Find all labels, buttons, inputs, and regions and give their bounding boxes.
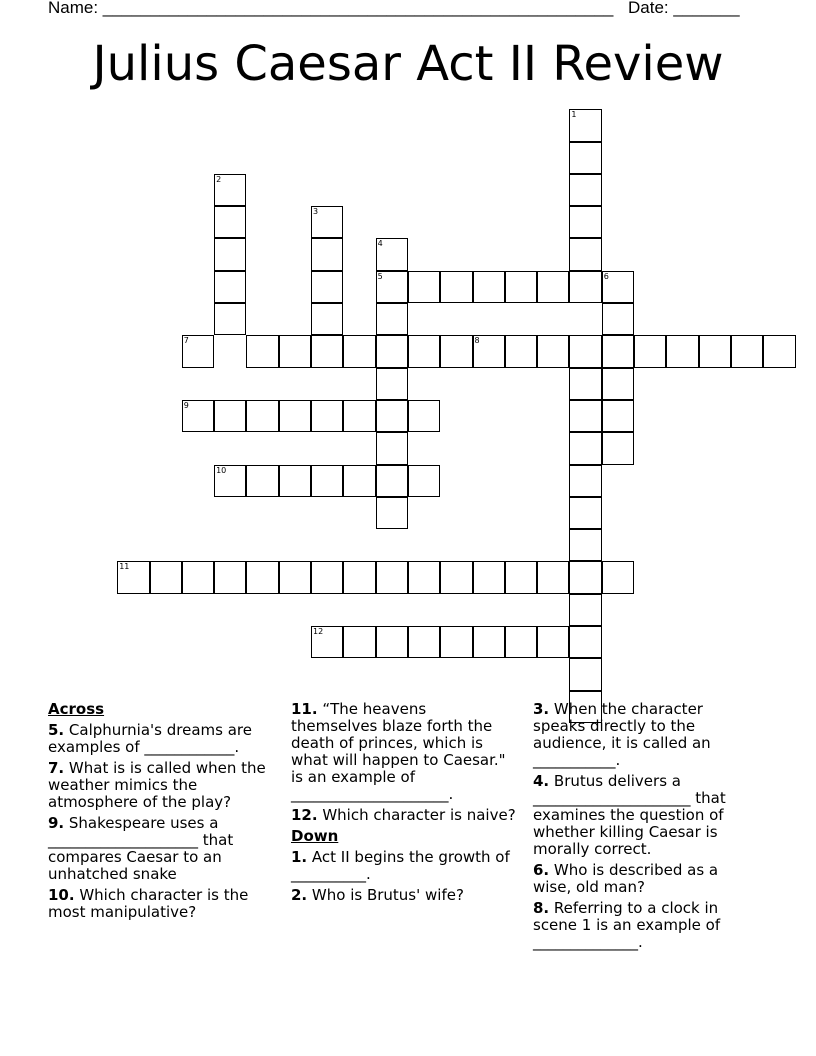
clue-down-8 (533, 900, 759, 951)
grid-cell[interactable] (537, 335, 569, 367)
clue-number-label: 8 (474, 336, 480, 346)
grid-cell[interactable] (602, 303, 634, 335)
grid-cell[interactable] (246, 400, 278, 432)
clue-across-11 (291, 701, 517, 803)
page-title: Julius Caesar Act II Review (92, 36, 724, 92)
grid-cell[interactable] (569, 368, 601, 400)
name-field[interactable]: Name: ______________________________________________________ (48, 0, 614, 17)
grid-cell[interactable] (602, 432, 634, 464)
clue-number: 10. (48, 886, 75, 904)
clue-down-4 (533, 773, 759, 858)
grid-cell[interactable] (763, 335, 795, 367)
grid-cell[interactable] (376, 271, 408, 303)
grid-cell[interactable] (246, 561, 278, 593)
grid-cell[interactable] (569, 400, 601, 432)
grid-cell[interactable] (505, 271, 537, 303)
grid-cell[interactable] (311, 238, 343, 270)
grid-cell[interactable] (473, 335, 505, 367)
grid-cell[interactable] (246, 465, 278, 497)
grid-cell[interactable] (602, 271, 634, 303)
grid-cell[interactable] (343, 335, 375, 367)
clue-number-label: 11 (119, 562, 130, 572)
grid-cell[interactable] (699, 335, 731, 367)
clue-number-label: 1 (571, 110, 577, 120)
clue-number: 1. (291, 848, 308, 866)
clue-text: Act II begins the growth of __________. (291, 848, 510, 883)
grid-cell[interactable] (537, 271, 569, 303)
clue-text: Which character is the most manipulative? (48, 886, 249, 921)
grid-cell[interactable] (376, 335, 408, 367)
grid-cell[interactable] (569, 497, 601, 529)
grid-cell[interactable] (182, 335, 214, 367)
grid-cell[interactable] (537, 626, 569, 658)
clue-across-12 (291, 807, 517, 824)
grid-cell[interactable] (279, 400, 311, 432)
grid-cell[interactable] (311, 335, 343, 367)
grid-cell[interactable] (408, 400, 440, 432)
clue-number: 4. (533, 772, 550, 790)
grid-cell[interactable] (569, 561, 601, 593)
grid-cell[interactable] (311, 561, 343, 593)
clue-text: Who is Brutus' wife? (307, 886, 464, 904)
grid-cell[interactable] (182, 561, 214, 593)
grid-cell[interactable] (311, 465, 343, 497)
clue-number: 8. (533, 899, 550, 917)
clue-number: 12. (291, 806, 318, 824)
clue-text: Calphurnia's dreams are examples of ____________. (48, 721, 252, 756)
grid-cell[interactable] (311, 303, 343, 335)
grid-cell[interactable] (440, 271, 472, 303)
clue-number-label: 10 (216, 465, 227, 475)
clue-number-label: 6 (603, 271, 609, 281)
grid-cell[interactable] (376, 561, 408, 593)
grid-cell[interactable] (311, 400, 343, 432)
grid-cell[interactable] (473, 561, 505, 593)
grid-cell[interactable] (279, 335, 311, 367)
grid-cell[interactable] (376, 432, 408, 464)
clue-text: What is is called when the weather mimics the atmosphere of the play? (48, 759, 266, 811)
grid-cell[interactable] (634, 335, 666, 367)
grid-cell[interactable] (569, 238, 601, 270)
grid-cell[interactable] (214, 206, 246, 238)
clue-number-label: 4 (377, 239, 383, 249)
clue-number: 6. (533, 861, 550, 879)
grid-cell[interactable] (505, 335, 537, 367)
grid-cell[interactable] (376, 238, 408, 270)
grid-cell[interactable] (440, 561, 472, 593)
grid-cell[interactable] (473, 626, 505, 658)
clues-column-1 (48, 701, 274, 925)
clue-number: 9. (48, 814, 65, 832)
grid-cell[interactable] (376, 303, 408, 335)
clue-down-6 (533, 862, 759, 896)
grid-cell[interactable] (602, 335, 634, 367)
grid-cell[interactable] (343, 561, 375, 593)
grid-cell[interactable] (214, 303, 246, 335)
clues-column-3 (533, 701, 759, 955)
grid-cell[interactable] (343, 626, 375, 658)
grid-cell[interactable] (602, 368, 634, 400)
clue-number: 3. (533, 700, 550, 718)
grid-cell[interactable] (569, 465, 601, 497)
grid-cell[interactable] (602, 400, 634, 432)
clue-across-10 (48, 887, 274, 921)
grid-cell[interactable] (376, 465, 408, 497)
grid-cell[interactable] (311, 626, 343, 658)
grid-cell[interactable] (569, 174, 601, 206)
grid-cell[interactable] (150, 561, 182, 593)
grid-cell[interactable] (602, 561, 634, 593)
grid-cell[interactable] (440, 335, 472, 367)
grid-cell[interactable] (408, 335, 440, 367)
grid-cell[interactable] (473, 271, 505, 303)
clue-number-label: 2 (216, 174, 222, 184)
clue-down-1 (291, 849, 517, 883)
grid-cell[interactable] (569, 626, 601, 658)
clue-down-2 (291, 887, 517, 904)
clue-number-label: 12 (313, 627, 324, 636)
clue-text: Who is described as a wise, old man? (533, 861, 719, 896)
grid-cell[interactable] (569, 594, 601, 626)
grid-cell[interactable] (569, 335, 601, 367)
clue-across-9 (48, 815, 274, 883)
grid-cell[interactable] (505, 626, 537, 658)
grid-cell[interactable] (214, 238, 246, 270)
grid-cell[interactable] (279, 561, 311, 593)
grid-cell[interactable] (569, 658, 601, 690)
clue-across-7 (48, 760, 274, 811)
grid-cell[interactable] (408, 465, 440, 497)
clue-text: “The heavens themselves blaze forth the death of princes, which is what will happen to Caesar." is an example of _____________________. (291, 700, 506, 803)
grid-cell[interactable] (311, 206, 343, 238)
grid-cell[interactable] (569, 206, 601, 238)
grid-cell[interactable] (569, 109, 601, 141)
clue-number-label: 5 (377, 271, 383, 281)
clue-number-label: 3 (313, 207, 319, 217)
grid-cell[interactable] (376, 368, 408, 400)
across-heading: Across (48, 700, 105, 718)
grid-cell[interactable] (569, 271, 601, 303)
grid-cell[interactable] (666, 335, 698, 367)
grid-cell[interactable] (505, 561, 537, 593)
down-heading: Down (291, 827, 339, 845)
clue-text: Which character is naive? (317, 806, 516, 824)
clue-number: 5. (48, 721, 65, 739)
date-field[interactable]: Date: _______ (628, 0, 740, 17)
clue-text: Referring to a clock in scene 1 is an example of ______________. (533, 899, 721, 951)
grid-cell[interactable] (343, 465, 375, 497)
grid-cell[interactable] (214, 174, 246, 206)
grid-cell[interactable] (311, 271, 343, 303)
clue-down-3 (533, 701, 759, 769)
clue-text: Shakespeare uses a ____________________ that compares Caesar to an unhatched snake (48, 814, 234, 883)
clue-number: 11. (291, 700, 318, 718)
grid-cell[interactable] (537, 561, 569, 593)
clue-text: Brutus delivers a _____________________ that examines the question of whether killing Caesar is morally correct. (533, 772, 726, 858)
grid-cell[interactable] (214, 271, 246, 303)
grid-cell[interactable] (376, 497, 408, 529)
grid-cell[interactable] (408, 561, 440, 593)
grid-cell[interactable] (343, 400, 375, 432)
grid-cell[interactable] (408, 626, 440, 658)
grid-cell[interactable] (214, 561, 246, 593)
grid-cell[interactable] (182, 400, 214, 432)
grid-cell[interactable] (408, 271, 440, 303)
clue-across-5 (48, 722, 274, 756)
grid-cell[interactable] (440, 626, 472, 658)
clue-number-label: 7 (183, 336, 189, 346)
clue-number: 7. (48, 759, 65, 777)
grid-cell[interactable] (246, 335, 278, 367)
grid-cell[interactable] (214, 465, 246, 497)
grid-cell[interactable] (376, 400, 408, 432)
grid-cell[interactable] (117, 561, 149, 593)
grid-cell[interactable] (214, 400, 246, 432)
grid-cell[interactable] (731, 335, 763, 367)
clue-number: 2. (291, 886, 308, 904)
grid-cell[interactable] (569, 432, 601, 464)
clue-text: When the character speaks directly to the audience, it is called an ___________. (533, 700, 711, 769)
clue-number-label: 9 (183, 400, 189, 410)
clues-column-2 (291, 701, 517, 908)
grid-cell[interactable] (569, 142, 601, 174)
grid-cell[interactable] (279, 465, 311, 497)
grid-cell[interactable] (376, 626, 408, 658)
grid-cell[interactable] (569, 529, 601, 561)
